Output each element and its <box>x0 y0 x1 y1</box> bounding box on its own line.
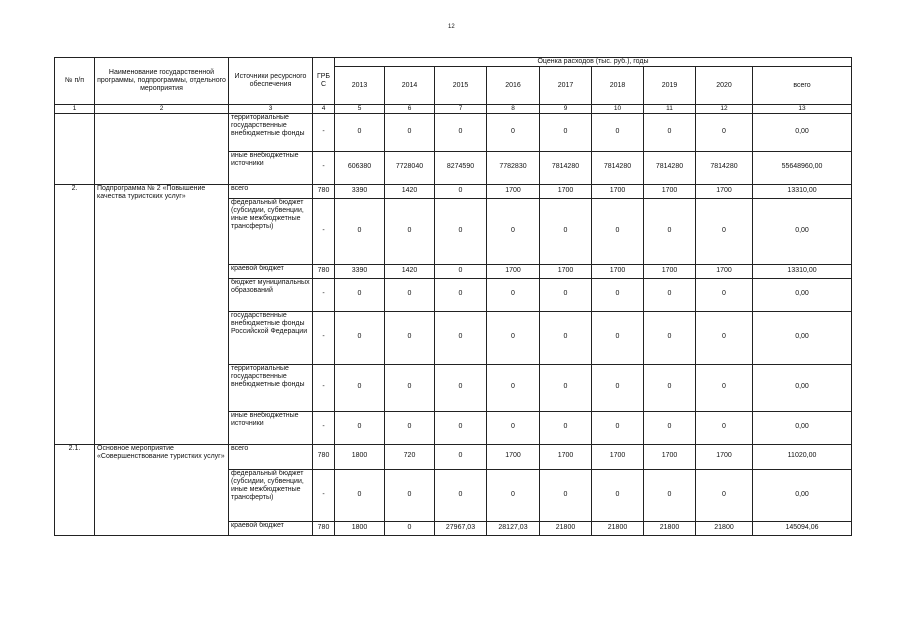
year-value: 0 <box>487 411 540 444</box>
year-value: 0 <box>592 198 644 264</box>
year-value: 0 <box>592 278 644 311</box>
grbs-code: - <box>313 411 335 444</box>
header-year: 2015 <box>435 67 487 105</box>
year-value: 0 <box>435 364 487 411</box>
budget-table <box>54 57 852 536</box>
grbs-code: - <box>313 113 335 151</box>
column-number: 4 <box>313 105 335 113</box>
funding-source: краевой бюджет <box>229 521 313 535</box>
program-name: Основное мероприятие «Совершенствование туристких услуг» <box>95 444 229 535</box>
year-value: 1700 <box>540 444 592 469</box>
funding-source: федеральный бюджет (субсидии, субвенции, иные межбюджетные трансферты) <box>229 198 313 264</box>
year-value: 0 <box>385 364 435 411</box>
year-value: 0 <box>696 198 753 264</box>
header-year: 2018 <box>592 67 644 105</box>
year-value: 0 <box>592 364 644 411</box>
column-number: 2 <box>95 105 229 113</box>
grbs-code: 780 <box>313 264 335 278</box>
header-year: всего <box>753 67 852 105</box>
table-row <box>55 113 852 151</box>
year-value: 1700 <box>487 264 540 278</box>
grbs-code: - <box>313 278 335 311</box>
row-number: 2.1. <box>55 444 95 535</box>
year-value: 0 <box>696 278 753 311</box>
column-number: 8 <box>487 105 540 113</box>
year-value: 27967,03 <box>435 521 487 535</box>
year-value: 1420 <box>385 184 435 198</box>
year-value: 1700 <box>592 184 644 198</box>
total-value: 0,00 <box>753 364 852 411</box>
year-value: 0 <box>487 113 540 151</box>
year-value: 7782830 <box>487 151 540 184</box>
year-value: 21800 <box>644 521 696 535</box>
year-value: 0 <box>644 278 696 311</box>
year-value: 0 <box>696 113 753 151</box>
year-value: 0 <box>385 311 435 364</box>
column-number: 5 <box>335 105 385 113</box>
year-value: 0 <box>385 113 435 151</box>
year-value: 1700 <box>644 264 696 278</box>
column-number: 12 <box>696 105 753 113</box>
year-value: 0 <box>335 198 385 264</box>
year-value: 0 <box>435 469 487 521</box>
year-value: 1700 <box>540 264 592 278</box>
total-value: 55648960,00 <box>753 151 852 184</box>
year-value: 1700 <box>696 444 753 469</box>
funding-source: всего <box>229 184 313 198</box>
year-value: 0 <box>335 113 385 151</box>
header-estimate: Оценка расходов (тыс. руб.), годы <box>335 58 852 67</box>
year-value: 0 <box>540 311 592 364</box>
year-value: 0 <box>644 311 696 364</box>
year-value: 1800 <box>335 444 385 469</box>
year-value: 1700 <box>696 264 753 278</box>
header-year: 2013 <box>335 67 385 105</box>
year-value: 1700 <box>487 184 540 198</box>
year-value: 0 <box>385 469 435 521</box>
year-value: 0 <box>592 113 644 151</box>
grbs-code: - <box>313 364 335 411</box>
year-value: 0 <box>644 198 696 264</box>
year-value: 0 <box>435 264 487 278</box>
year-value: 0 <box>540 364 592 411</box>
year-value: 1700 <box>696 184 753 198</box>
year-value: 0 <box>335 411 385 444</box>
funding-source: федеральный бюджет (субсидии, субвенции, иные межбюджетные трансферты) <box>229 469 313 521</box>
year-value: 0 <box>335 311 385 364</box>
total-value: 145094,06 <box>753 521 852 535</box>
year-value: 0 <box>540 198 592 264</box>
year-value: 0 <box>335 469 385 521</box>
year-value: 0 <box>540 278 592 311</box>
year-value: 0 <box>592 411 644 444</box>
funding-source: территориальные государственные внебюджетные фонды <box>229 364 313 411</box>
year-value: 0 <box>696 364 753 411</box>
funding-source: иные внебюджетные источники <box>229 411 313 444</box>
year-value: 0 <box>385 411 435 444</box>
program-name: Подпрограмма № 2 «Повышение качества туристских услуг» <box>95 184 229 444</box>
year-value: 1700 <box>540 184 592 198</box>
year-value: 0 <box>540 411 592 444</box>
column-number: 1 <box>55 105 95 113</box>
year-value: 0 <box>335 364 385 411</box>
year-value: 0 <box>435 278 487 311</box>
year-value: 0 <box>385 278 435 311</box>
year-value: 8274590 <box>435 151 487 184</box>
year-value: 0 <box>435 411 487 444</box>
total-value: 0,00 <box>753 411 852 444</box>
column-number: 10 <box>592 105 644 113</box>
column-number: 6 <box>385 105 435 113</box>
funding-source: территориальные государственные внебюджетные фонды <box>229 113 313 151</box>
header-year: 2014 <box>385 67 435 105</box>
year-value: 0 <box>696 469 753 521</box>
grbs-code: - <box>313 151 335 184</box>
year-value: 7814280 <box>696 151 753 184</box>
funding-source: иные внебюджетные источники <box>229 151 313 184</box>
year-value: 0 <box>435 198 487 264</box>
total-value: 0,00 <box>753 113 852 151</box>
year-value: 0 <box>540 113 592 151</box>
column-number: 7 <box>435 105 487 113</box>
total-value: 13310,00 <box>753 264 852 278</box>
grbs-code: 780 <box>313 521 335 535</box>
year-value: 21800 <box>696 521 753 535</box>
year-value: 7814280 <box>592 151 644 184</box>
year-value: 0 <box>644 364 696 411</box>
year-value: 0 <box>435 444 487 469</box>
table-row <box>55 444 852 469</box>
year-value: 3390 <box>335 264 385 278</box>
year-value: 0 <box>487 364 540 411</box>
year-value: 0 <box>385 521 435 535</box>
header-year: 2017 <box>540 67 592 105</box>
year-value: 1800 <box>335 521 385 535</box>
total-value: 11020,00 <box>753 444 852 469</box>
year-value: 21800 <box>540 521 592 535</box>
year-value: 606380 <box>335 151 385 184</box>
grbs-code: 780 <box>313 184 335 198</box>
page-number: 12 <box>448 24 455 30</box>
column-number: 3 <box>229 105 313 113</box>
year-value: 1420 <box>385 264 435 278</box>
year-value: 7728040 <box>385 151 435 184</box>
year-value: 1700 <box>592 264 644 278</box>
header-grbs: ГРБ С <box>313 58 335 105</box>
program-name <box>95 113 229 184</box>
total-value: 0,00 <box>753 198 852 264</box>
funding-source: государственные внебюджетные фонды Российской Федерации <box>229 311 313 364</box>
header-source: Источники ресурсного обеспечения <box>229 58 313 105</box>
year-value: 21800 <box>592 521 644 535</box>
row-number: 2. <box>55 184 95 444</box>
year-value: 0 <box>487 469 540 521</box>
year-value: 1700 <box>644 184 696 198</box>
year-value: 0 <box>435 113 487 151</box>
header-year: 2019 <box>644 67 696 105</box>
year-value: 7814280 <box>644 151 696 184</box>
header-name: Наименование государственной программы, подпрограммы, отдельного мероприятия <box>95 58 229 105</box>
year-value: 0 <box>435 311 487 364</box>
funding-source: всего <box>229 444 313 469</box>
column-number: 13 <box>753 105 852 113</box>
year-value: 0 <box>385 198 435 264</box>
year-value: 0 <box>592 311 644 364</box>
year-value: 0 <box>644 469 696 521</box>
year-value: 0 <box>487 198 540 264</box>
total-value: 0,00 <box>753 278 852 311</box>
total-value: 13310,00 <box>753 184 852 198</box>
year-value: 0 <box>335 278 385 311</box>
year-value: 1700 <box>592 444 644 469</box>
grbs-code: - <box>313 198 335 264</box>
grbs-code: - <box>313 311 335 364</box>
year-value: 0 <box>644 113 696 151</box>
year-value: 0 <box>644 411 696 444</box>
year-value: 7814280 <box>540 151 592 184</box>
year-value: 1700 <box>487 444 540 469</box>
year-value: 28127,03 <box>487 521 540 535</box>
grbs-code: 780 <box>313 444 335 469</box>
year-value: 1700 <box>644 444 696 469</box>
year-value: 0 <box>540 469 592 521</box>
funding-source: бюджет муниципальных образований <box>229 278 313 311</box>
column-number: 9 <box>540 105 592 113</box>
header-year: 2020 <box>696 67 753 105</box>
year-value: 0 <box>487 278 540 311</box>
year-value: 0 <box>696 311 753 364</box>
year-value: 0 <box>592 469 644 521</box>
header-num: № п/п <box>55 58 95 105</box>
column-number: 11 <box>644 105 696 113</box>
total-value: 0,00 <box>753 311 852 364</box>
grbs-code: - <box>313 469 335 521</box>
year-value: 0 <box>696 411 753 444</box>
table-row <box>55 184 852 198</box>
year-value: 0 <box>435 184 487 198</box>
year-value: 0 <box>487 311 540 364</box>
row-number <box>55 113 95 184</box>
funding-source: краевой бюджет <box>229 264 313 278</box>
year-value: 3390 <box>335 184 385 198</box>
header-year: 2016 <box>487 67 540 105</box>
year-value: 720 <box>385 444 435 469</box>
total-value: 0,00 <box>753 469 852 521</box>
